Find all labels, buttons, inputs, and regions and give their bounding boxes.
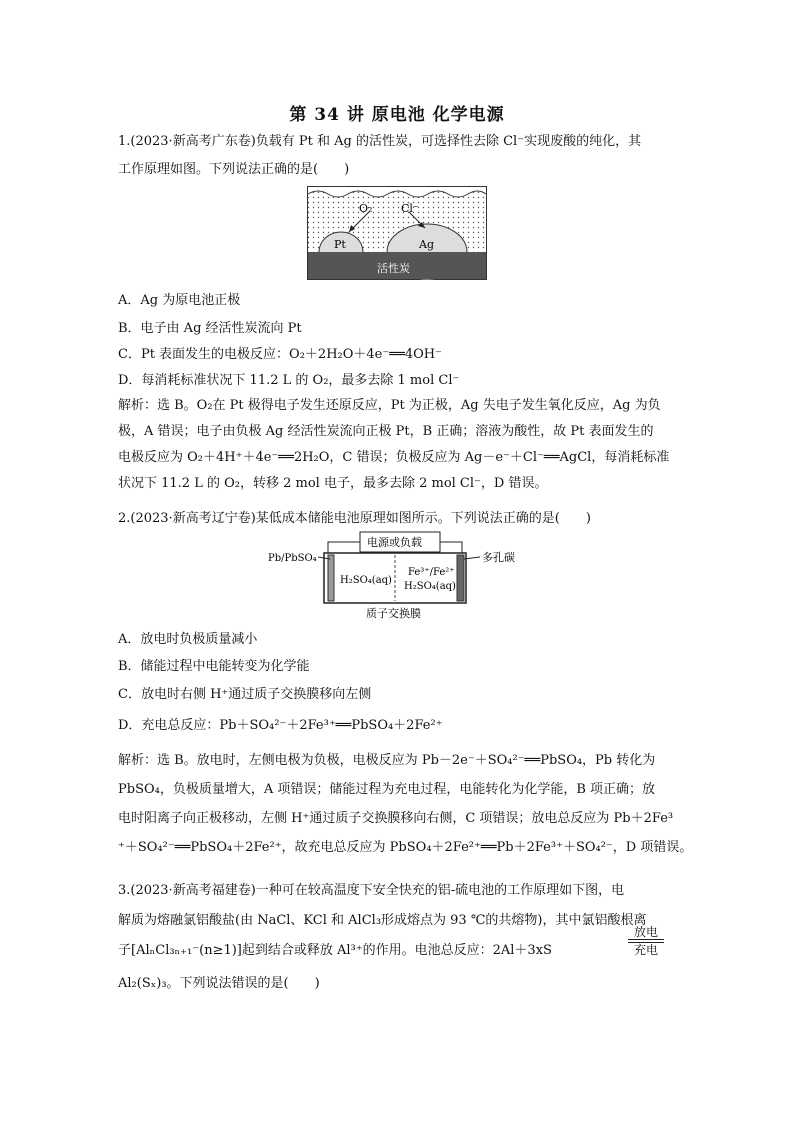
q1-analysis-line: 极，A 错误；电子由负极 Ag 经活性炭流向正极 Pt，B 正确；溶液为酸性，故 Pt 表面发生的 (118, 424, 654, 439)
q2-analysis-line: ⁺＋SO₄²⁻══PbSO₄＋2Fe²⁺，故充电总反应为 PbSO₄＋2Fe²⁺══Pb＋2Fe³⁺＋SO₄²⁻，D 项错误。 (118, 840, 693, 855)
q3-arrow-top-label: 放电 (633, 925, 658, 939)
q1-option-a: A．Ag 为原电池正极 (118, 293, 241, 308)
q3-stem-line: 子[AlₙCl₃ₙ₊₁⁻(n≥1)]起到结合或释放 Al³⁺的作用。电池总反应：2Al＋3xS (118, 943, 552, 958)
q2-fig-right-electrode: 多孔碳 (482, 551, 515, 564)
q2-option-d: D．充电总反应：Pb＋SO₄²⁻＋2Fe³⁺══PbSO₄＋2Fe²⁺ (118, 718, 443, 733)
q2-analysis-line: 解析：选 B。放电时，左侧电极为负极，电极反应为 Pb－2e⁻＋SO₄²⁻══PbSO₄，Pb 转化为 (118, 753, 656, 768)
q1-analysis-line: 状况下 11.2 L 的 O₂，转移 2 mol 电子，最多去除 2 mol Cl⁻，D 错误。 (118, 476, 548, 491)
q1-fig-carbon-label: 活性炭 (377, 262, 410, 275)
q2-fig-right-solution-1: Fe³⁺/Fe²⁺ (408, 567, 455, 578)
q1-analysis (118, 393, 678, 497)
q1-stem-line: 工作原理如图。下列说法正确的是( ) (118, 162, 350, 177)
q2-fig-membrane: 质子交换膜 (366, 607, 421, 620)
q1-fig-cl-label: Cl⁻ (401, 202, 419, 215)
q1-option-d: D．每消耗标准状况下 11.2 L 的 O₂，最多去除 1 mol Cl⁻ (118, 373, 460, 388)
q3-stem-line: 3.(2023·新高考福建卷)一种可在较高温度下安全快充的铝-硫电池的工作原理如下图，电 (118, 883, 625, 898)
q2-option-a: A．放电时负极质量减小 (118, 632, 258, 647)
q2-fig-right-solution-2: H₂SO₄(aq) (404, 581, 456, 592)
q2-analysis-line: 电时阳离子向正极移动，左侧 H⁺通过质子交换膜移向右侧，C 项错误；放电总反应为 Pb＋2Fe³ (118, 811, 674, 826)
q2-figure (268, 531, 528, 623)
q1-option-b: B．电子由 Ag 经活性炭流向 Pt (118, 321, 302, 336)
q1-figure (307, 186, 487, 280)
q1-fig-pt-label: Pt (334, 238, 346, 251)
q2-option-b: B．储能过程中电能转变为化学能 (118, 659, 310, 674)
q1-analysis-line: 电极反应为 O₂＋4H⁺＋4e⁻══2H₂O，C 错误；负极反应为 Ag－e⁻＋Cl⁻══AgCl，每消耗标准 (118, 450, 670, 465)
q1-stem-line: 1.(2023·新高考广东卷)负载有 Pt 和 Ag 的活性炭，可选择性去除 Cl⁻实现废酸的纯化，其 (118, 134, 642, 149)
q2-fig-left-solution: H₂SO₄(aq) (340, 575, 392, 586)
q2-fig-left-electrode: Pb/PbSO₄ (268, 553, 317, 564)
q2-option-c: C．放电时右侧 H⁺通过质子交换膜移向左侧 (118, 687, 372, 702)
q2-analysis-line: PbSO₄，负极质量增大，A 项错误；储能过程为充电过程，电能转化为化学能，B 项正确；放 (118, 782, 656, 797)
q3-stem-line: 解质为熔融氯铝酸盐(由 NaCl、KCl 和 AlCl₃形成熔点为 93 ℃的共熔物)，其中氯铝酸根离 (118, 913, 647, 928)
q1-analysis-line: 解析：选 B。O₂在 Pt 极得电子发生还原反应，Pt 为正极，Ag 失电子发生氧化反应，Ag 为负 (118, 398, 661, 413)
q1-option-c: C．Pt 表面发生的电极反应：O₂＋2H₂O＋4e⁻══4OH⁻ (118, 347, 443, 362)
q2-analysis (118, 746, 693, 862)
q3-reaction-arrow (628, 925, 664, 957)
q3-stem-end: Al₂(Sₓ)₃。下列说法错误的是( ) (118, 976, 320, 991)
q2-stem: 2.(2023·新高考辽宁卷)某低成本储能电池原理如图所示。下列说法正确的是( ) (118, 511, 591, 526)
q1-stem (118, 128, 678, 184)
q3-arrow-bottom-label: 充电 (633, 943, 658, 957)
page-title: 第 34 讲 原电池 化学电源 (289, 105, 505, 125)
q1-fig-o2-label: O₂ (359, 202, 373, 215)
q2-fig-load-label: 电源或负载 (367, 536, 422, 549)
q3-stem (118, 876, 678, 970)
q1-fig-ag-label: Ag (419, 238, 434, 251)
